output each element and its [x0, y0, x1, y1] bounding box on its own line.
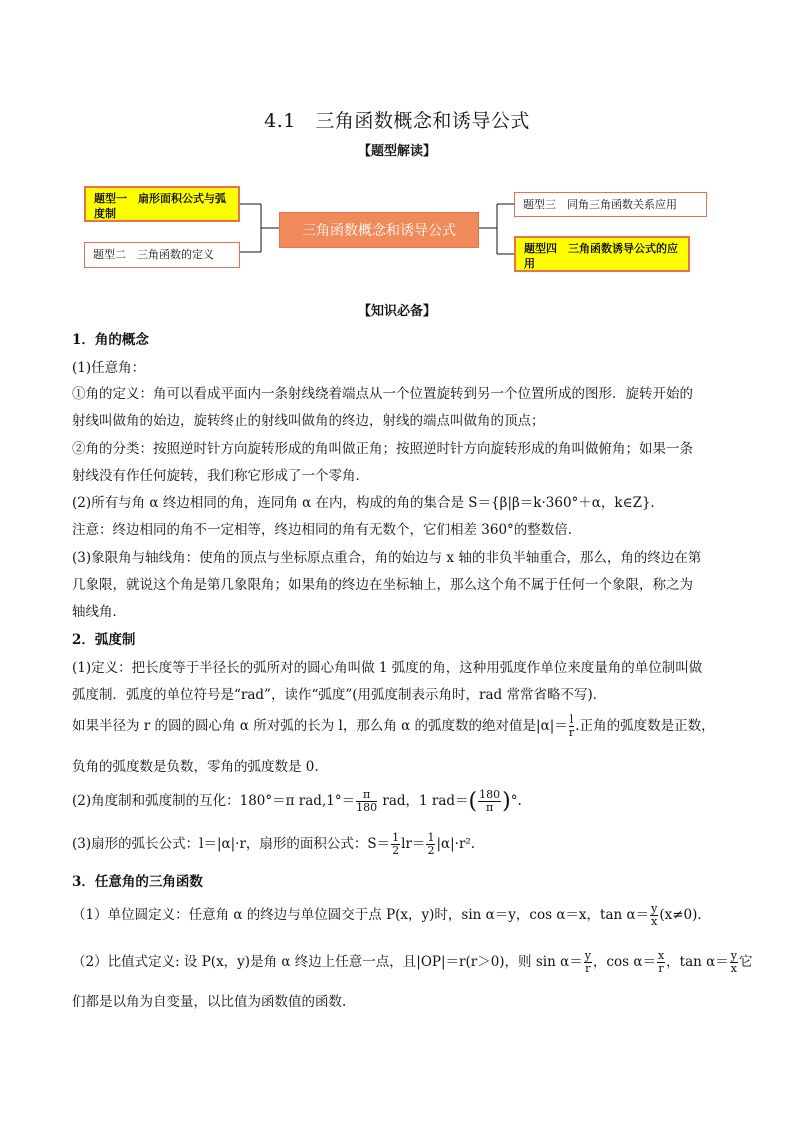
paragraph-with-fraction: （1）单位圆定义：任意角 α 的终边与单位圆交于点 P(x，y)时，sin α＝y，cos α＝x，tan α＝ $\frac{y}{x}$ (x≠0)． — [72, 902, 711, 928]
mindmap-node-type4: 题型四 三角函数诱导公式的应用 — [514, 236, 690, 272]
mindmap-node-type3: 题型三 同角三角函数关系应用 — [514, 192, 707, 217]
paragraph: 弧度制．弧度的单位符号是“rad”，读作“弧度”(用弧度制表示角时，rad 常常省略不写)． — [72, 687, 607, 703]
paragraph: 射线叫做角的始边，旋转终止的射线叫做角的终边，射线的端点叫做角的顶点； — [72, 413, 545, 429]
section-heading-types: 【题型解读】 — [357, 144, 436, 159]
paragraph: (2)所有与角 α 终边相同的角，连同角 α 在内，构成的角的集合是 S＝{β|β＝k·360°＋α，k∈Z}． — [72, 495, 665, 511]
fraction: $\frac{l}{r}$ — [568, 713, 575, 739]
paragraph: (1)任意角： — [72, 360, 146, 376]
fraction: $\frac{1}{2}$ — [427, 831, 435, 857]
fraction: $\frac{1}{2}$ — [392, 831, 400, 857]
paragraph-with-fraction: (3)扇形的弧长公式：l＝|α|·r，扇形的面积公式：S＝ $\frac{1}{2}$ lr＝ $\frac{1}{2}$ |α|·r². — [72, 831, 476, 857]
paragraph: 负角的弧度数是负数，零角的弧度数是 0. — [72, 759, 319, 775]
mindmap-node-type1: 题型一 扇形面积公式与弧度制 — [84, 186, 240, 222]
fraction: $\frac{y}{x}$ — [651, 902, 658, 928]
fraction: $\frac{180}{\pi}$ — [479, 788, 501, 814]
paragraph: (3)象限角与轴线角：使角的顶点与坐标原点重合，角的始边与 x 轴的非负半轴重合，那么，角的终边在第 — [72, 550, 702, 566]
page-title: 4.1 三角函数概念和诱导公式 — [264, 110, 530, 132]
fraction: $\frac{y}{x}$ — [730, 949, 737, 975]
paragraph-with-fraction: （2）比值式定义: 设 P(x，y)是角 α 终边上任意一点，且|OP|＝r(r＞0)，则 sin α＝ $\frac{y}{r}$ ，cos α＝ $\frac{x}{r}$ ，tan α＝ $\frac{y}{x}$ 它 — [72, 949, 753, 975]
paragraph-with-fraction: (2)角度制和弧度制的互化：180°＝π rad,1°＝ $\frac{\pi}{180}$ rad，1 rad＝( $\frac{180}{\pi}$ )°. — [72, 788, 522, 814]
mindmap-center-node: 三角函数概念和诱导公式 — [279, 212, 479, 248]
paragraph: ①角的定义：角可以看成平面内一条射线绕着端点从一个位置旋转到另一个位置所成的图形．旋转开始的 — [72, 386, 693, 402]
section-1-heading: 1．角的概念 — [72, 332, 149, 348]
paragraph: 几象限，就说这个角是第几象限角；如果角的终边在坐标轴上，那么这个角不属于任何一个象限，称之为 — [72, 577, 693, 593]
paragraph: 注意：终边相同的角不一定相等，终边相同的角有无数个，它们相差 360°的整数倍. — [72, 522, 573, 538]
paragraph-with-fraction: 如果半径为 r 的圆的圆心角 α 所对弧的长为 l，那么角 α 的弧度数的绝对值是|α|＝ $\frac{l}{r}$ .正角的弧度数是正数， — [72, 713, 715, 739]
fraction: $\frac{x}{r}$ — [657, 949, 665, 975]
mindmap-node-type2: 题型二 三角函数的定义 — [84, 242, 240, 268]
paragraph: 射线没有作任何旋转，我们称它形成了一个零角． — [72, 468, 369, 484]
paragraph: ②角的分类：按照逆时针方向旋转形成的角叫做正角；按照逆时针方向旋转形成的角叫做俯角；如果一条 — [72, 441, 693, 457]
fraction: $\frac{y}{r}$ — [584, 949, 591, 975]
section-3-heading: 3．任意角的三角函数 — [72, 874, 203, 890]
section-heading-knowledge: 【知识必备】 — [357, 304, 436, 319]
section-2-heading: 2．弧度制 — [72, 632, 136, 648]
paragraph: 们都是以角为自变量，以比值为函数值的函数. — [72, 994, 347, 1010]
paragraph: 轴线角． — [72, 604, 126, 620]
fraction: $\frac{\pi}{180}$ — [356, 788, 378, 814]
paragraph: (1)定义：把长度等于半径长的弧所对的圆心角叫做 1 弧度的角，这种用弧度作单位来度量角的单位制叫做 — [72, 660, 703, 676]
